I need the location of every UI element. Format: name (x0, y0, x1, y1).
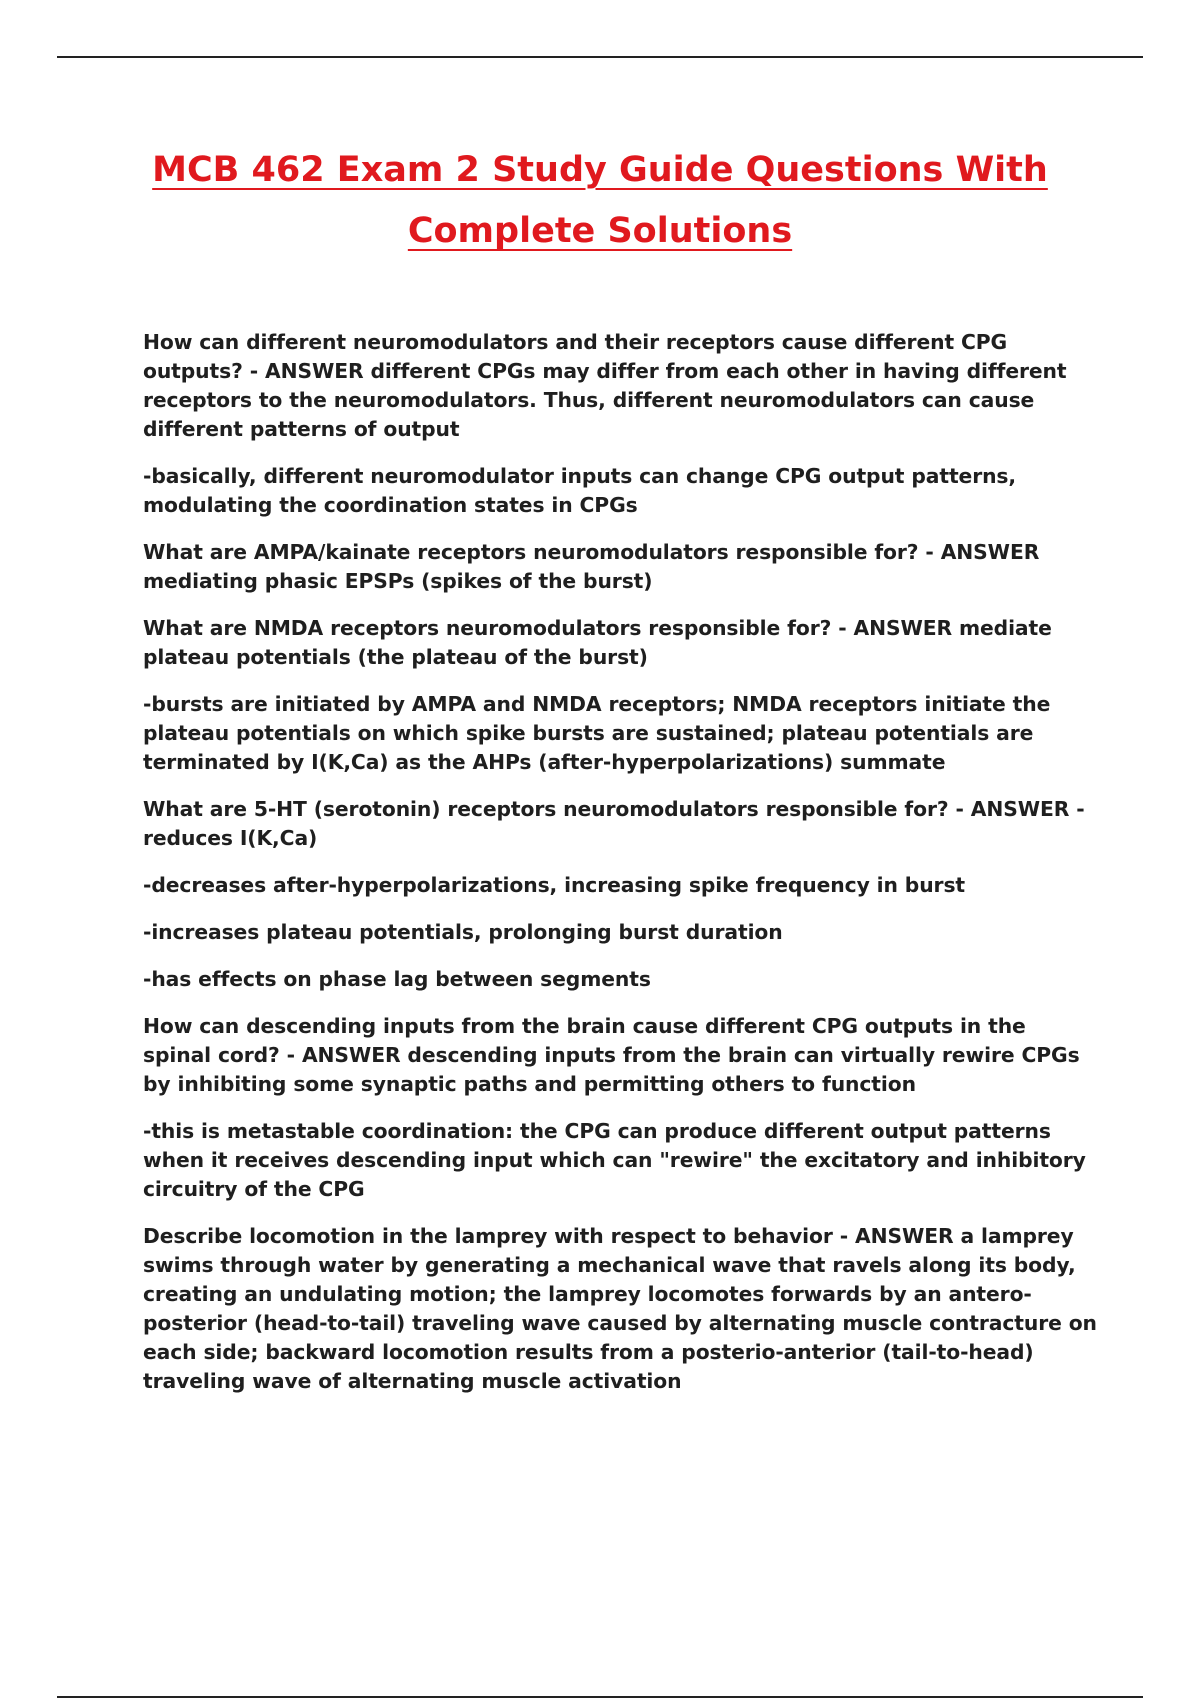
note-phase-lag: -has effects on phase lag between segments (143, 967, 651, 991)
question-ampa-kainate: What are AMPA/kainate receptors neuromodulators responsible for? - ANSWER mediating phasic EPSPs (spikes of the burst) (143, 540, 1040, 593)
note-increases-plateau: -increases plateau potentials, prolonging burst duration (143, 920, 783, 944)
title-line-1: MCB 462 Exam 2 Study Guide Questions With (152, 150, 1048, 190)
note-bursts-initiation: -bursts are initiated by AMPA and NMDA receptors; NMDA receptors initiate the plateau potentials on which spike bursts are sustained; plateau potentials are terminated by I(K,Ca) as the AHPs (after-hyperpolarizations) summate (143, 692, 1051, 774)
top-divider (57, 56, 1143, 58)
note-neuromodulator-inputs: -basically, different neuromodulator inputs can change CPG output patterns, modulating the coordination states in CPGs (143, 464, 1017, 517)
title-line-2: Complete Solutions (407, 211, 793, 251)
document-body (143, 328, 1098, 1414)
question-descending-inputs: How can descending inputs from the brain cause different CPG outputs in the spinal cord? - ANSWER descending inputs from the brain can virtually rewire CPGs by inhibiting some synaptic paths and permitting others to function (143, 1014, 1080, 1096)
note-metastable-coordination: -this is metastable coordination: the CPG can produce different output patterns when it receives descending input which can "rewire" the excitatory and inhibitory circuitry of the CPG (143, 1119, 1086, 1201)
question-neuromodulators-cpg: How can different neuromodulators and their receptors cause different CPG outputs? - ANSWER different CPGs may differ from each other in having different receptors to the neuromodulators. Thus, different neuromodulators can cause different patterns of output (143, 330, 1067, 441)
document-title (100, 140, 1100, 262)
note-decreases-ahp: -decreases after-hyperpolarizations, increasing spike frequency in burst (143, 873, 966, 897)
question-nmda: What are NMDA receptors neuromodulators responsible for? - ANSWER mediate plateau potentials (the plateau of the burst) (143, 616, 1052, 669)
bottom-divider (57, 1696, 1143, 1698)
question-lamprey-locomotion: Describe locomotion in the lamprey with respect to behavior - ANSWER a lamprey swims through water by generating a mechanical wave that ravels along its body, creating an undulating motion; the lamprey locomotes forwards by an antero-posterior (head-to-tail) traveling wave caused by alternating muscle contracture on each side; backward locomotion results from a posterio-anterior (tail-to-head) traveling wave of alternating muscle activation (143, 1224, 1097, 1393)
question-5ht-serotonin: What are 5-HT (serotonin) receptors neuromodulators responsible for? - ANSWER -reduces I(K,Ca) (143, 797, 1085, 850)
